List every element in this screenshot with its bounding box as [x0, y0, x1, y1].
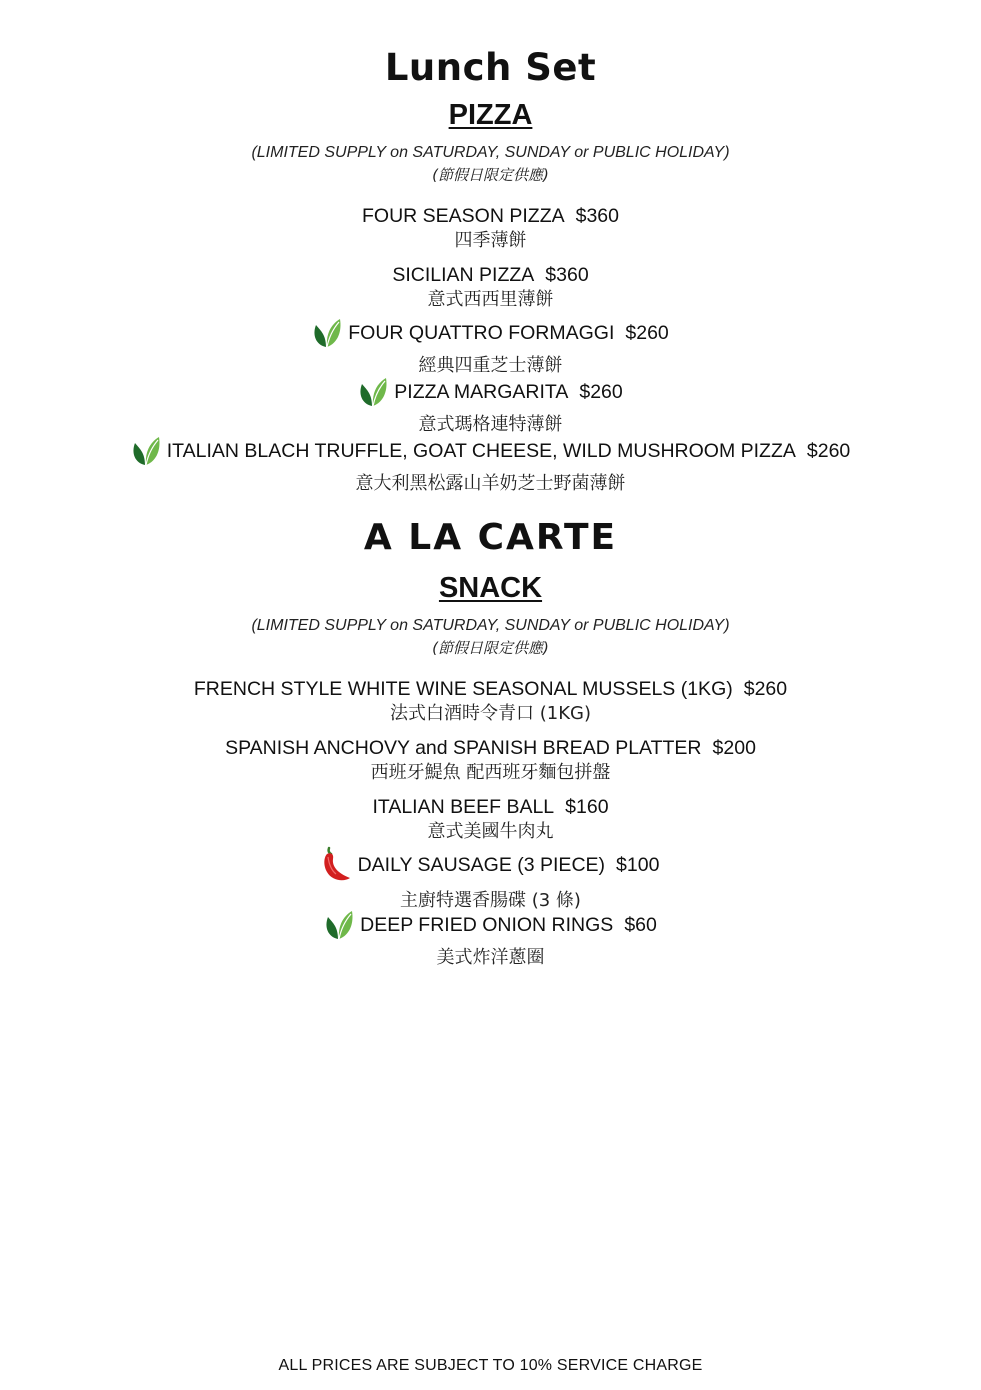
menu-item-sicilian-pizza [0, 262, 981, 312]
item-name-cn: 意大利黑松露山羊奶芝士野菌薄餅 [355, 473, 626, 494]
vegetarian-leaf-icon [358, 376, 388, 408]
item-line [322, 852, 660, 878]
item-price: $260 [625, 321, 669, 344]
vegetarian-leaf-icon [312, 317, 342, 349]
item-name-cn: 美式炸洋蔥圈 [436, 947, 545, 968]
lunch-set-title: Lunch Set [384, 46, 597, 89]
service-charge-note: ALL PRICES ARE SUBJECT TO 10% SERVICE CHARGE [278, 1357, 703, 1374]
snack-supply-note: (LIMITED SUPPLY on SATURDAY, SUNDAY or PUBLIC HOLIDAY) [251, 617, 730, 634]
menu-item-mussels [0, 676, 981, 726]
item-name-cn: 四季薄餅 [454, 230, 527, 251]
item-line [324, 912, 657, 938]
item-name: FOUR SEASON PIZZA [362, 204, 565, 227]
item-name-cn: 意式美國牛肉丸 [427, 821, 554, 842]
item-name-cn: 法式白酒時令青口 (1KG) [390, 703, 591, 724]
item-name-cn: 意式瑪格連特薄餅 [418, 414, 563, 435]
menu-item-onion-rings [0, 912, 981, 970]
item-name-cn: 意式西西里薄餅 [427, 289, 554, 310]
vegetarian-leaf-icon [324, 909, 354, 941]
item-name: ITALIAN BEEF BALL [372, 795, 555, 818]
item-name: SPANISH ANCHOVY and SPANISH BREAD PLATTER [225, 736, 702, 759]
item-price: $260 [806, 439, 851, 462]
item-price: $260 [743, 677, 788, 700]
pizza-supply-note: (LIMITED SUPPLY on SATURDAY, SUNDAY or PUBLIC HOLIDAY) [251, 144, 730, 161]
item-line [312, 320, 669, 346]
menu-item-quattro-formaggi [0, 320, 981, 378]
item-name-cn: 西班牙鯷魚 配西班牙麵包拼盤 [370, 762, 611, 783]
item-price: $100 [616, 853, 660, 876]
item-name: ITALIAN BLACH TRUFFLE, GOAT CHEESE, WILD MUSHROOM PIZZA [166, 439, 796, 462]
item-line [392, 262, 588, 288]
item-line [358, 379, 622, 405]
item-name: PIZZA MARGARITA [394, 380, 569, 403]
item-price: $360 [575, 204, 619, 227]
item-line [194, 676, 787, 702]
pizza-section-title: PIZZA [448, 99, 533, 131]
snack-section-title: SNACK [438, 572, 543, 604]
item-name: SICILIAN PIZZA [392, 263, 535, 286]
menu-item-four-season-pizza [0, 203, 981, 253]
item-price: $260 [579, 380, 623, 403]
item-name: FRENCH STYLE WHITE WINE SEASONAL MUSSELS (1KG) [193, 677, 733, 700]
menu-item-daily-sausage [0, 852, 981, 913]
item-line [372, 794, 608, 820]
pizza-supply-note-cn: (節假日限定供應) [432, 166, 549, 184]
item-line [362, 203, 619, 229]
menu-item-beef-ball [0, 794, 981, 844]
item-price: $60 [624, 913, 657, 936]
vegetarian-leaf-icon [131, 435, 161, 467]
item-line [131, 438, 851, 464]
menu-item-pizza-margarita [0, 379, 981, 437]
a-la-carte-title: A LA CARTE [363, 517, 618, 558]
item-name: DAILY SAUSAGE (3 PIECE) [357, 853, 606, 876]
item-name: FOUR QUATTRO FORMAGGI [348, 321, 615, 344]
item-name-cn: 經典四重芝士薄餅 [418, 355, 563, 376]
snack-supply-note-cn: (節假日限定供應) [432, 639, 549, 657]
item-line [225, 735, 756, 761]
item-name-cn: 主廚特選香腸碟 (3 條) [400, 890, 581, 911]
menu-item-truffle-pizza [0, 438, 981, 496]
item-name: DEEP FRIED ONION RINGS [360, 913, 614, 936]
item-price: $200 [712, 736, 756, 759]
item-price: $160 [565, 795, 609, 818]
menu-item-anchovy-platter [0, 735, 981, 785]
spicy-chili-icon [322, 846, 352, 884]
item-price: $360 [545, 263, 589, 286]
